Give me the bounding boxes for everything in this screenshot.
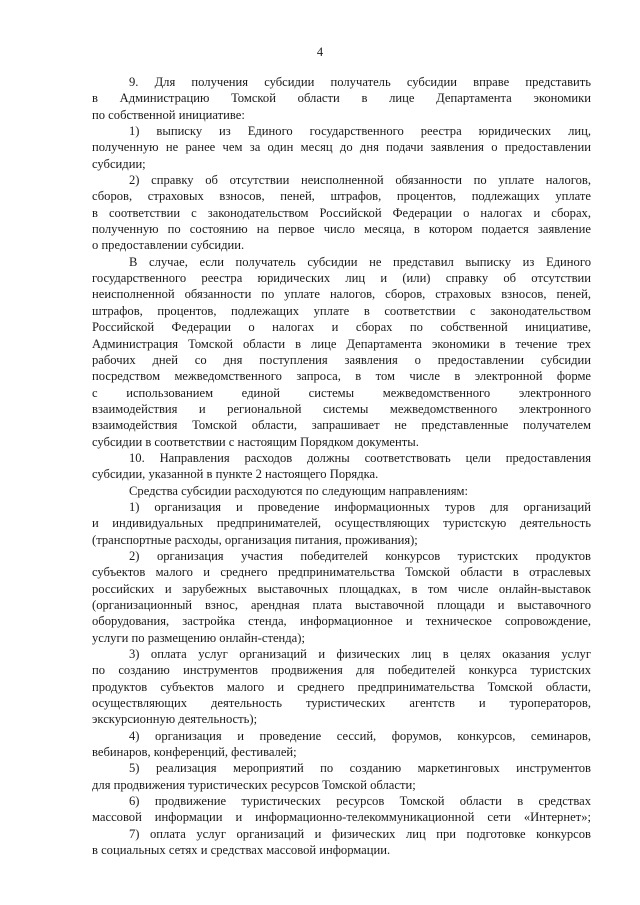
text-line: вебинаров, конференций, фестивалей; [92,745,297,760]
text-line: 2) справку об отсутствии неисполненной обязанности по уплате налогов, [129,173,591,188]
text-line: взаимодействия и региональной системы межведомственного электронного [92,401,591,416]
text-line: субсидии в соответствии с настоящим Порядком документы. [92,434,419,449]
text-line: 1) организация и проведение информационных туров для организаций [129,499,591,514]
text-line: (транспортные расходы, организация питания, проживания); [92,532,418,547]
text-line: продуктов субъектов малого и среднего предпринимательства Томской области, [92,679,591,694]
text-line: 3) оплата услуг организаций и физических лиц в целях оказания услуг [129,647,591,662]
text-line: массовой информации и информационно-телекоммуникационной сети «Интернет»; [92,810,591,825]
text-line: экскурсионную деятельность); [92,712,258,727]
text-line: 2) организация участия победителей конкурсов туристских продуктов [129,548,591,563]
text-line: рабочих дней со дня поступления заявления о предоставлении субсидии [92,352,591,367]
text-line: Администрация Томской области в лице Департамента экономики в течение трех [92,336,591,351]
text-line: в социальных сетях и средствах массовой информации. [92,843,391,858]
text-line: в соответствии с законодательством Российской Федерации о налогах и сборах, [92,205,591,220]
text-line: полученную по состоянию на первое число месяца, в котором подается заявление [92,222,591,237]
text-line: Российской Федерации о налогах и сборах по собственной инициативе, [92,320,591,335]
text-line: 1) выписку из Единого государственного реестра юридических лиц, [129,124,591,139]
text-line: сборов, страховых взносов, пеней, штрафов, процентов, подлежащих уплате [92,189,591,204]
text-line: штрафов, процентов, подлежащих уплате в соответствии с законодательством [92,303,591,318]
text-line: субсидии; [92,156,146,171]
text-line: государственного реестра юридических лиц и (или) справку об отсутствии [92,271,591,286]
text-line: 9. Для получения субсидии получатель субсидии вправе представить [129,75,591,89]
text-line: взаимодействия Томской области, запрашивает не представленные получателем [92,418,591,433]
text-line: В случае, если получатель субсидии не представил выписку из Единого [129,254,591,269]
text-line: полученную не ранее чем за один месяц до дня подачи заявления о предоставлении [92,140,591,155]
text-line: российских и зарубежных выставочных площадках, в том числе онлайн-выставок [92,581,591,596]
page-number: 4 [316,45,324,59]
text-line: (организационный взнос, арендная плата выставочной площади и выставочного [92,598,591,612]
document-body [92,74,591,859]
text-line: 7) оплата услуг организаций и физических лиц при подготовке конкурсов [129,826,591,841]
text-line: и индивидуальных предпринимателей, осуществляющих туристскую деятельность [92,516,591,531]
text-line: неисполненной обязанности по уплате налогов, сборов, страховых взносов, пеней, [92,287,591,302]
text-line: с использованием единой системы межведомственного электронного [92,385,591,400]
text-line: посредством межведомственного запроса, в том числе в электронной форме [92,369,591,384]
text-line: субъектов малого и среднего предпринимательства Томской области в отраслевых [92,565,591,580]
text-line: по созданию инструментов продвижения для победителей конкурса туристских [92,663,591,678]
text-line: субсидии, указанной в пункте 2 настоящего Порядка. [92,467,379,482]
text-line: 5) реализация мероприятий по созданию маркетинговых инструментов [129,761,591,776]
text-line: оборудования, застройка стенда, информационное и техническое сопровождение, [92,614,591,629]
text-line: услуги по размещению онлайн-стенда); [92,630,305,645]
text-line: Средства субсидии расходуются по следующим направлениям: [129,483,468,498]
text-line: в Администрацию Томской области в лице Департамента экономики [92,91,591,106]
text-line: для продвижения туристических ресурсов Томской области; [92,777,416,792]
text-line: 6) продвижение туристических ресурсов Томской области в средствах [129,794,591,809]
text-line: осуществляющих деятельность туристических агентств и туроператоров, [92,696,591,711]
text-line: по собственной инициативе: [92,107,245,122]
text-line: 4) организация и проведение сессий, форумов, конкурсов, семинаров, [129,728,591,743]
text-line: о предоставлении субсидии. [92,238,245,253]
text-line: 10. Направления расходов должны соответствовать цели предоставления [129,450,591,465]
